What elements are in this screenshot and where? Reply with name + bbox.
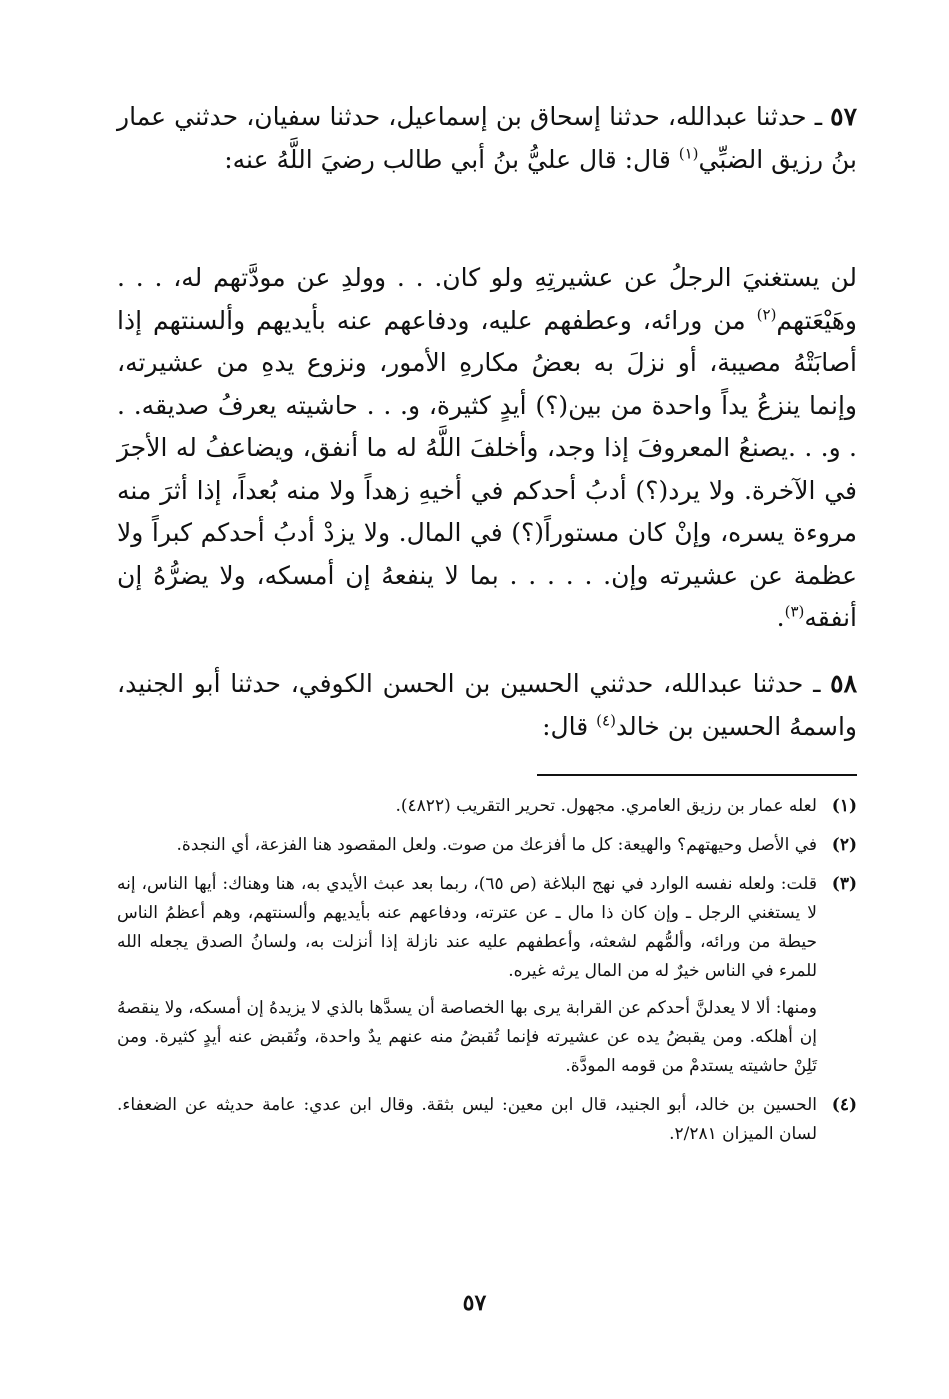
footnote-text: الحسين بن خالد، أبو الجنيد، قال ابن معين: ليس بثقة. وقال ابن عدي: عامة حديثه عن الضعفاء. لسان الميزان ٢/٢٨١. bbox=[117, 1095, 817, 1144]
narration-58 bbox=[117, 663, 857, 748]
footnote-marker: (٣) bbox=[831, 874, 857, 894]
footnote-ref: (٤) bbox=[596, 711, 616, 730]
footnote-divider bbox=[537, 774, 857, 776]
footnote-text: ومنها: ألا لا يعدلنَّ أحدكم عن القرابة يرى بها الخصاصة أن يسدَّها بالذي لا يزيدهُ إن أمسكه، ولا ينقصهُ إن أهلكه. ومن يقبضُ يده عن عشيرته فإنما تُقبضُ منه عنهم يدٌ واحدة، وتُقبض عنه أيدٍ كثيرة. ومن تَلِنْ حاشيته يستدمْ من قومه المودَّة. bbox=[117, 998, 817, 1076]
narration-number: ٥٧ bbox=[830, 102, 857, 131]
footnote-marker: (٢) bbox=[831, 835, 857, 855]
footnote-1 bbox=[117, 792, 857, 821]
saying-text-end: . bbox=[776, 603, 785, 632]
footnote-body bbox=[117, 870, 817, 1081]
saying-text-cont: من ورائه، وعطفهم عليه، ودفاعهم عنه بأيديهم وألسنتهم إذا أصابَتْهُ مصيبة، أو نزلَ به بعضُ مكارهِ الأمور، ونزوع يدهِ من عشيرته، وإنما ينزعُ يداً واحدة من بين(؟) أيدٍ كثيرة، و. . . حاشيته يعرفُ صديقه. . . و. . .يصنعُ المعروفَ إذا وجد، وأخلفَ اللَّهُ له ما أنفق، ويضاعفُ له الأجرَ في الآخرة. ولا يرد(؟) أدبُ أحدكم في أخيهِ زهداً ولا منه بُعداً، إذا أثرَ منه مروءة يسره، وإنْ كان مستوراً(؟) في المال. ولا يزدْ أدبُ أحدكم كبراً ولا عظمة عن عشيرته وإن. . . . . . بما لا ينفعهُ إن أمسكه، ولا يضرُّهُ إن أنفقه bbox=[117, 305, 857, 632]
narration-number: ٥٨ bbox=[830, 669, 857, 698]
page-number: ٥٧ bbox=[462, 1290, 487, 1316]
narration-text-cont: قال: bbox=[542, 711, 597, 741]
narration-text: ـ حدثنا عبدالله، حدثني الحسين بن الحسن الكوفي، حدثنا أبو الجنيد، واسمهُ الحسين بن خالد bbox=[117, 669, 857, 741]
footnote-body bbox=[117, 1091, 817, 1149]
footnote-ref: (١) bbox=[678, 144, 699, 163]
footnote-3 bbox=[117, 870, 857, 1081]
narration-57 bbox=[117, 96, 857, 181]
footnote-4 bbox=[117, 1091, 857, 1149]
quoted-saying bbox=[117, 257, 857, 640]
footnote-marker: (٤) bbox=[831, 1095, 857, 1115]
narration-text: ـ حدثنا عبدالله، حدثنا إسحاق بن إسماعيل، حدثنا سفيان، حدثني عمار بنُ رزيق الضبِّي bbox=[117, 102, 857, 174]
footnote-ref: (٣) bbox=[784, 602, 805, 621]
saying-text: لن يستغنيَ الرجلُ عن عشيرتِهِ ولو كان. . . وولدِ عن مودَّتهم له، . . . وهَيْعَتهم bbox=[117, 263, 857, 335]
footnotes bbox=[117, 792, 857, 1159]
footnote-body bbox=[117, 792, 817, 821]
footnote-2 bbox=[117, 831, 857, 860]
footnote-ref: (٢) bbox=[756, 305, 777, 324]
footnote-body bbox=[117, 831, 817, 860]
footnote-text: قلت: ولعله نفسه الوارد في نهج البلاغة (ص ٦٥)، ربما بعد عبث الأيدي به، هنا وهناك: أيها الناس، إنه لا يستغني الرجل ـ وإن كان ذا مال ـ عن عترته، ودفاعهم عنه بأيديهم وألسنتهم، وهم أعظمُ الناس حيطة من ورائه، وألمُّهم لشعثه، وأعطفهم عليه عند نازلة إذا أنزلت به، ولسانُ الصدق يجعله الله للمرء في الناس خيرٌ له من المال يرثه غيره. bbox=[117, 874, 817, 981]
footnote-marker: (١) bbox=[831, 796, 857, 816]
narration-text-cont: قال: قال عليُّ بنُ أبي طالب رضيَ اللَّهُ عنه: bbox=[224, 144, 679, 174]
footnote-text: في الأصل وحيهتهم؟ والهيعة: كل ما أفزعك من صوت. ولعل المقصود هنا الفزعة، أي النجدة. bbox=[176, 835, 817, 855]
footnote-text: لعله عمار بن رزيق العامري. مجهول. تحرير التقريب (٤٨٢٢). bbox=[395, 796, 817, 816]
